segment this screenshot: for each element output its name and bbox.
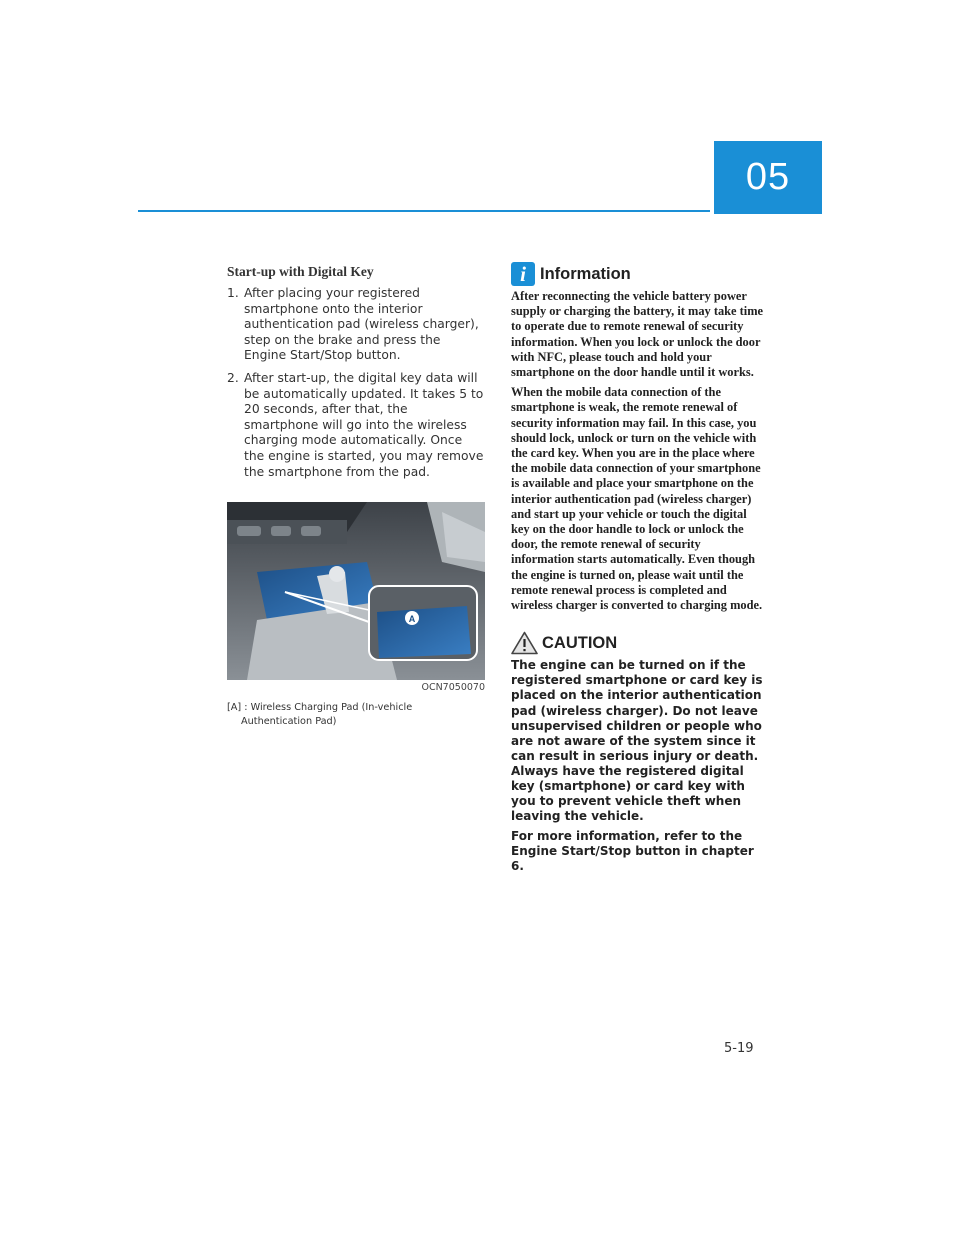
section-title: Start-up with Digital Key	[227, 264, 374, 279]
console-photo	[227, 502, 485, 680]
caution-header	[511, 631, 767, 655]
caution-section	[511, 631, 767, 874]
warning-triangle-icon	[511, 631, 538, 655]
caution-title: CAUTION	[542, 633, 618, 652]
chapter-number: 05	[745, 156, 791, 198]
figure-caption: [A] : Wireless Charging Pad (In-vehicle Authentication Pad)	[227, 702, 413, 728]
right-column	[511, 262, 767, 880]
information-body	[511, 289, 767, 613]
information-paragraph: When the mobile data connection of the smartphone is weak, the remote renewal of security information may fail. In this case, you should lock, unlock or turn on the vehicle with the card key. When you are in the place where the mobile data connection of your smartphone is available and place your smartphone on the interior authentication pad (wireless charger) and start up your vehicle or touch the digital key on the door handle to lock or unlock the door, the remote renewal of security information starts automatically. Even though the engine is turned on, please wait until the remote renewal process is completed and wireless charger is converted to charging mode.	[511, 385, 763, 613]
callout-a-label: A	[408, 614, 416, 625]
left-column	[227, 262, 485, 729]
caution-paragraph: For more information, refer to the Engine Start/Stop button in chapter 6.	[511, 829, 754, 874]
chapter-tab	[714, 141, 822, 214]
info-icon: i	[511, 262, 535, 286]
step-item	[227, 371, 485, 480]
information-header	[511, 262, 767, 286]
page-number: 5-19	[724, 1041, 754, 1056]
step-item	[227, 286, 485, 364]
step-text: After placing your registered smartphone onto the interior authentication pad (wireless charger), step on the brake and press the Engine Start/Stop button.	[244, 286, 479, 363]
caution-paragraph: The engine can be turned on if the registered smartphone or card key is placed on the interior authentication pad (wireless charger). Do not leave unsupervised children or people who are not aware of the system since it can result in serious injury or death. Always have the registered digital key (smartphone) or card key with you to prevent vehicle theft when leaving the vehicle.	[511, 658, 763, 824]
header-rule	[138, 210, 710, 212]
steps-list	[227, 286, 485, 480]
caution-body	[511, 658, 767, 874]
step-number: 2.	[227, 370, 239, 385]
console-illustration	[227, 502, 485, 680]
information-title: Information	[540, 264, 631, 283]
figure-code: OCN7050070	[421, 682, 485, 694]
step-number: 1.	[227, 286, 239, 300]
information-paragraph: After reconnecting the vehicle battery power supply or charging the battery, it may take time to operate due to remote renewal of security information. When you lock or unlock the door with NFC, please touch and hold your smartphone on the door handle until it works.	[511, 289, 764, 380]
step-text: After start-up, the digital key data will be automatically updated. It takes 5 to 20 seconds, after that, the smartphone will go into the wireless charging mode automatically. Once the engine is started, you may remove the smartphone from the pad.	[244, 370, 484, 479]
